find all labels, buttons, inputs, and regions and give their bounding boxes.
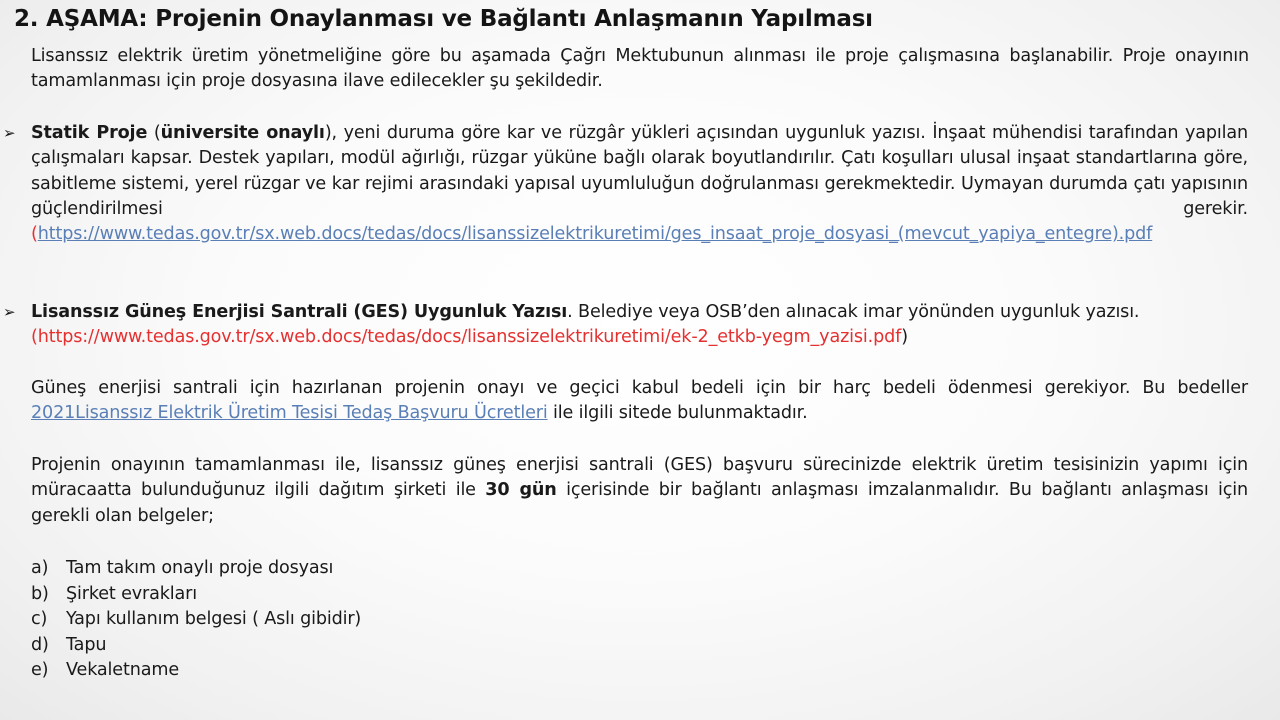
bullet-ges-compliance-title: Lisanssız Güneş Enerjisi Santrali (GES) Uygunluk Yazısı bbox=[31, 302, 568, 322]
intro-paragraph: Lisanssız elektrik üretim yönetmeliğine göre bu aşamada Çağrı Mektubunun alınması ile proje çalışmasına başlanabilir. Proje onayının tamamlanması için proje dosyasına ilave edilecekler şu şekildedir. bbox=[31, 46, 1249, 92]
bullet-ges-compliance bbox=[3, 300, 1211, 351]
static-project-link[interactable]: https://www.tedas.gov.tr/sx.web.docs/tedas/docs/lisanssizelektrikuretimi/ges_insaat_proje_dosyasi_(mevcut_yapiya_entegre).pdf bbox=[37, 224, 1153, 245]
arrow-bullet-icon: ➢ bbox=[3, 124, 16, 142]
fee-paragraph bbox=[31, 376, 1248, 427]
agreement-paragraph-before: Projenin onayının tamamlanması ile, lisanssız güneş enerjisi santrali (GES) başvuru sürecinizde elektrik üretim tesisinizin yapımı için müracaatta bulunduğunuz ilgili dağıtım şirketi ile bbox=[31, 455, 1248, 501]
bullet-ges-compliance-text: . Belediye veya OSB’den alınacak imar yönünden uygunluk yazısı. bbox=[567, 302, 1140, 322]
list-item bbox=[31, 607, 361, 633]
agreement-paragraph-after: içerisinde bir bağlantı anlaşması imzalanmalıdır. Bu bağlantı anlaşması için gerekli olan belgeler; bbox=[31, 480, 1248, 526]
bullet-static-project-link-paren: ( bbox=[31, 224, 38, 245]
page-title: 2. AŞAMA: Projenin Onaylanması ve Bağlantı Anlaşmanın Yapılması bbox=[14, 6, 873, 32]
bullet-static-project-title: Statik Proje bbox=[31, 123, 148, 143]
bullet-static-project-text: ), yeni duruma göre kar ve rüzgâr yükleri açısından uygunluk yazısı. İnşaat mühendisi tarafından yapılan çalışmaları kapsar. Destek yapıları, modül ağırlığı, rüzgar yüküne bağlı olarak boyutlandırılır. Çatı koşulları ulusal inşaat standartlarına göre, sabitleme sistemi, yerel rüzgar ve kar rejimi arasındaki yapısal uyumluluğun doğrulanması gerekmektedir. Uymayan durumda çatı yapısının güçlendirilmesi gerekir. bbox=[31, 123, 1248, 219]
agreement-deadline: 30 gün bbox=[485, 480, 557, 501]
fee-paragraph-after: ile ilgili sitede bulunmaktadır. bbox=[547, 403, 808, 424]
bullet-static-project-paren: ( bbox=[147, 123, 161, 143]
list-item bbox=[31, 658, 361, 684]
list-item-text: Tam takım onaylı proje dosyası bbox=[66, 558, 334, 578]
list-item-letter: c) bbox=[31, 609, 48, 630]
list-item-text: Şirket evrakları bbox=[66, 583, 197, 604]
bullet-static-project bbox=[3, 121, 1248, 247]
ges-compliance-link[interactable]: (https://www.tedas.gov.tr/sx.web.docs/tedas/docs/lisanssizelektrikuretimi/ek-2_etkb-yegm_yazisi.pdf bbox=[31, 327, 902, 348]
list-item-text: Vekaletname bbox=[66, 660, 180, 681]
list-item-text: Tapu bbox=[66, 634, 107, 655]
agreement-paragraph bbox=[31, 453, 1248, 529]
fee-paragraph-before: Güneş enerjisi santrali için hazırlanan projenin onayı ve geçici kabul bedeli için bir harç bedeli ödenmesi gerekiyor. Bu bedeller bbox=[31, 378, 1248, 398]
bullet-static-project-note: üniversite onaylı bbox=[160, 123, 325, 143]
arrow-bullet-icon: ➢ bbox=[3, 303, 16, 321]
list-item bbox=[31, 556, 361, 582]
fee-link[interactable]: 2021Lisanssız Elektrik Üretim Tesisi Tedaş Başvuru Ücretleri bbox=[31, 403, 548, 424]
list-item-letter: e) bbox=[31, 660, 49, 681]
required-documents-list bbox=[31, 556, 361, 684]
list-item bbox=[31, 582, 361, 608]
list-item bbox=[31, 633, 361, 659]
list-item-letter: b) bbox=[31, 583, 49, 604]
bullet-ges-compliance-close: ) bbox=[901, 327, 908, 348]
list-item-text: Yapı kullanım belgesi ( Aslı gibidir) bbox=[66, 609, 362, 630]
list-item-letter: a) bbox=[31, 558, 49, 578]
list-item-letter: d) bbox=[31, 634, 49, 655]
